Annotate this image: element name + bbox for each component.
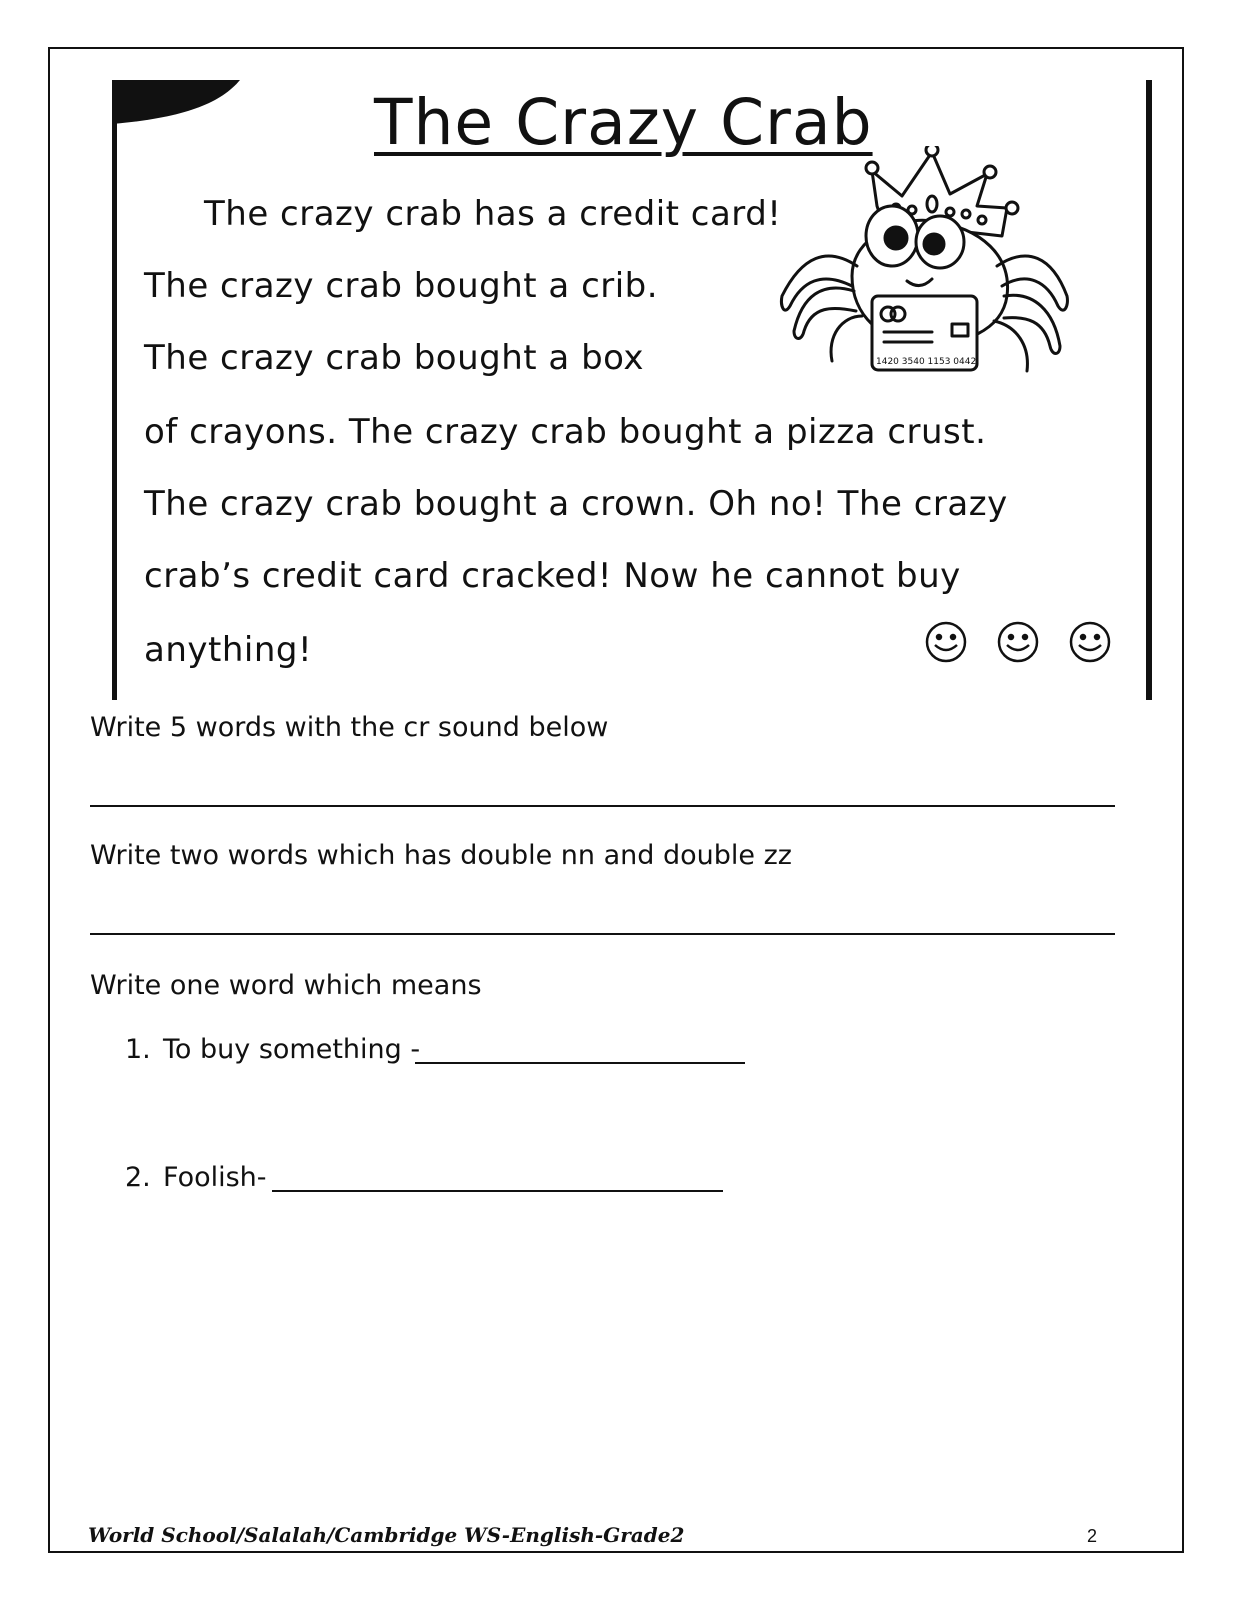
definition-item-2 — [125, 1162, 267, 1193]
reading-passage — [112, 80, 1152, 700]
question-2: Write two words which has double nn and double zz — [90, 840, 792, 871]
item-number: 1. — [125, 1034, 151, 1065]
crab-with-crown-icon — [772, 146, 1072, 386]
card-number: 1420 3540 1153 0442 — [876, 357, 977, 367]
smiley-icon — [1071, 623, 1109, 661]
item-number: 2. — [125, 1162, 151, 1193]
smiley-icon — [999, 623, 1037, 661]
story-line-1: The crazy crab has a credit card! — [204, 194, 782, 234]
story-title: The Crazy Crab — [374, 86, 873, 159]
smiley-icon — [927, 623, 965, 661]
story-line-2: The crazy crab bought a crib. — [144, 266, 659, 306]
answer-line-2[interactable] — [90, 933, 1115, 935]
footer-school: World School/Salalah/Cambridge WS-English-Grade2 — [88, 1523, 685, 1547]
definition-item-1 — [125, 1034, 420, 1065]
passage-left-bar — [112, 80, 117, 700]
story-line-5: The crazy crab bought a crown. Oh no! The crazy — [144, 484, 1008, 524]
passage-right-bar — [1146, 80, 1152, 700]
item-text: To buy something - — [163, 1034, 421, 1065]
answer-line-1[interactable] — [90, 805, 1115, 807]
question-3: Write one word which means — [90, 970, 482, 1001]
question-1: Write 5 words with the cr sound below — [90, 712, 609, 743]
story-line-6: crab’s credit card cracked! Now he cannot buy — [144, 556, 961, 596]
answer-blank-1[interactable] — [415, 1062, 745, 1064]
flag-icon — [112, 80, 242, 130]
story-line-3: The crazy crab bought a box — [144, 338, 645, 378]
answer-blank-2[interactable] — [272, 1190, 723, 1192]
smiley-faces — [922, 620, 1142, 664]
story-line-7: anything! — [144, 630, 313, 670]
story-line-4: of crayons. The crazy crab bought a pizza crust. — [144, 412, 987, 452]
page-number: 2 — [1087, 1526, 1098, 1546]
item-text: Foolish- — [163, 1162, 267, 1193]
